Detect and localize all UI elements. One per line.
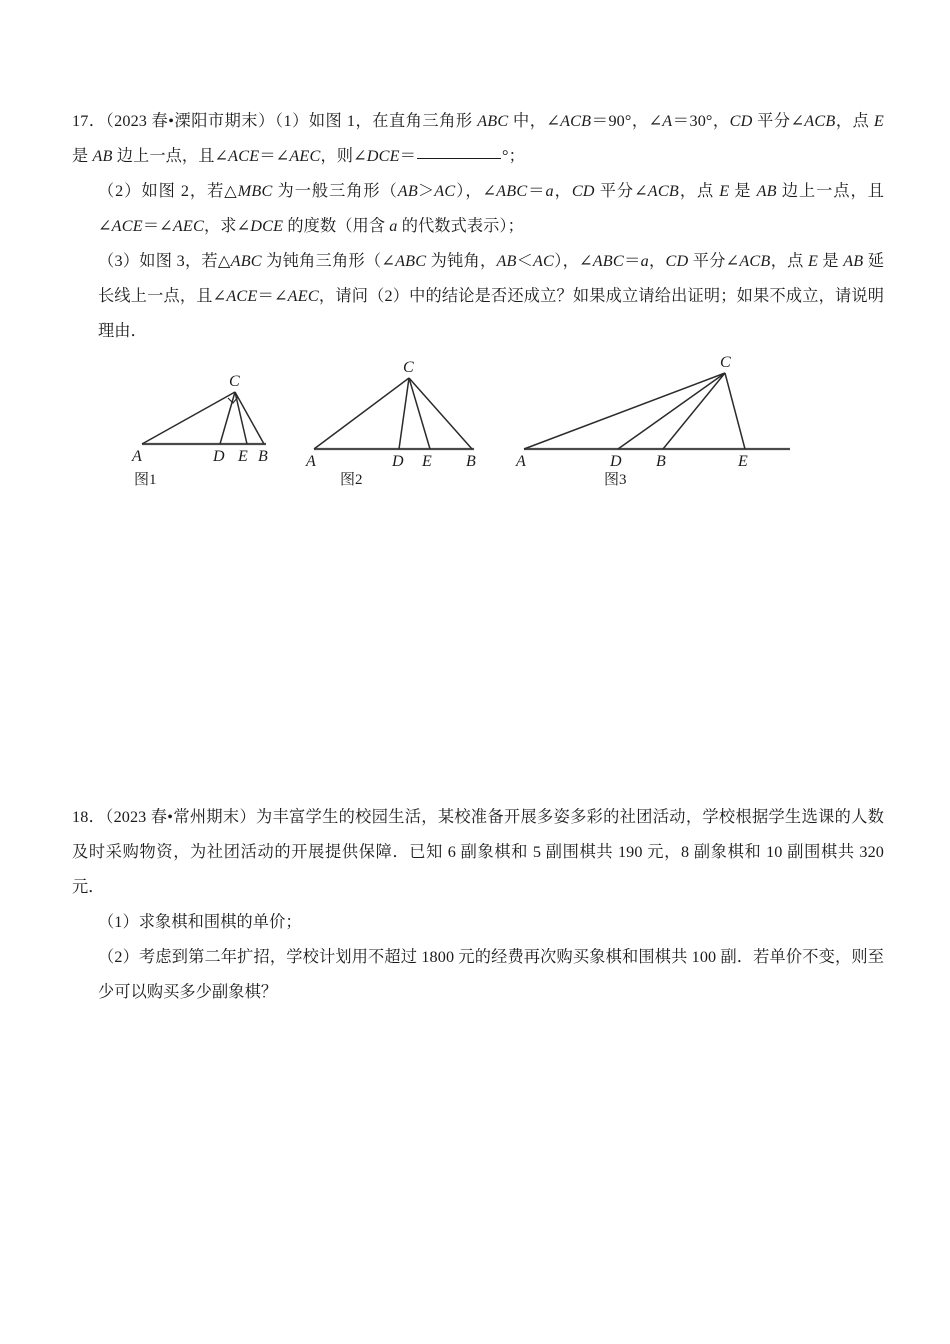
segment-cd-3: CD (665, 252, 689, 270)
text-expression-tail: 的代数式表示）； (397, 217, 524, 235)
text-bisects-2: 平分∠ (594, 182, 648, 200)
problem-18-stem: 18．（2023 春•常州期末）为丰富学生的校园生活，某校准备开展多姿多彩的社团活动，学校根据学生选课的人数及时采购物资，为社团活动的开展提供保障．已知 6 副象棋和 5 副围棋共 190 元，8 副象棋和 10 副围棋共 320 元． (72, 808, 884, 896)
problem-18-part-1: （1）求象棋和围棋的单价； (98, 913, 302, 931)
figure-3-caption: 图3 (604, 472, 627, 488)
triangle-mbc: MBC (237, 182, 273, 200)
text-obtuse-triangle: 为钝角三角形（∠ (261, 252, 396, 270)
value-90: ＝90°，∠ (591, 112, 663, 130)
figure-2-segment-ce (409, 378, 430, 449)
figure-1-drawing (92, 348, 292, 466)
equals-2: ＝ (399, 147, 417, 165)
comma-2: ， (648, 252, 666, 270)
figure-1-caption: 图1 (134, 472, 157, 488)
angle-aec-1: AEC (289, 147, 321, 165)
angle-a-1: A (662, 112, 673, 130)
figure-3-label-d: D (610, 453, 622, 466)
segment-ac-1: AC (434, 182, 456, 200)
angle-aec-2: AEC (172, 217, 204, 235)
problem-17-intro: 17．（2023 春•溧阳市期末）（1）如图 1，在直角三角形 (72, 112, 478, 130)
figure-3-label-e: E (738, 453, 748, 466)
figure-1-label-d: D (213, 448, 225, 465)
point-e-2: E (719, 182, 730, 200)
problem-18-part-2: （2）考虑到第二年扩招，学校计划用不超过 1800 元的经费再次购买象棋和围棋共 100 副．若单价不变，则至少可以购买多少副象棋？ (98, 948, 884, 1001)
figure-1-label-a: A (132, 448, 142, 465)
text-general-triangle: 为一般三角形（ (272, 182, 398, 200)
figure-2-segment-cb (409, 378, 472, 449)
answer-blank-17-1[interactable] (417, 158, 501, 159)
text-degree-of: 的度数（用含 (283, 217, 390, 235)
angle-abc-3: ABC (592, 252, 624, 270)
degree-semicolon-1: °； (502, 147, 525, 165)
text-is-obtuse: 为钝角， (426, 252, 497, 270)
segment-ac-2: AC (532, 252, 555, 270)
figure-1 (92, 348, 292, 490)
value-30: ＝30°， (672, 112, 730, 130)
greater-than-1: ＞ (417, 182, 435, 200)
point-e-1: E (873, 112, 885, 130)
text-find-1: ，求∠ (204, 217, 251, 235)
problem-17-part-2 (72, 174, 884, 244)
problem-17 (72, 104, 884, 349)
text-angle-open-2: ），∠ (455, 182, 497, 200)
figure-2 (294, 348, 499, 490)
figure-3-label-a: A (516, 453, 526, 466)
angle-ace-3: ACE (226, 287, 258, 305)
angle-acb-3: ACB (647, 182, 679, 200)
problem-17-part-1 (72, 104, 884, 174)
figure-2-caption: 图2 (340, 472, 363, 488)
equals-3: ＝ (527, 182, 546, 200)
problem-18 (72, 800, 884, 1010)
figure-1-label-e: E (238, 448, 248, 465)
text-point-3: ，点 (770, 252, 808, 270)
angle-ace-1: ACE (228, 147, 260, 165)
text-extension-line: 延长线上一点，且∠ (98, 252, 885, 305)
text-fig2-intro: （2）如图 2，若△ (98, 182, 238, 200)
figure-2-label-b: B (466, 453, 476, 466)
figure-2-segment-cd (399, 378, 409, 449)
segment-ab-4: AB (496, 252, 517, 270)
variable-a-3: a (640, 252, 649, 270)
less-than-1: ＜ (516, 252, 533, 270)
angle-abc-2: ABC (395, 252, 427, 270)
variable-a-1: a (545, 182, 554, 200)
variable-a-2: a (389, 217, 398, 235)
angle-ace-2: ACE (111, 217, 143, 235)
figure-3-segment-ce (725, 373, 745, 449)
segment-ab-1: AB (92, 147, 113, 165)
figure-3-drawing (504, 348, 804, 466)
angle-acb-1: ACB (560, 112, 592, 130)
figure-1-label-b: B (258, 448, 268, 465)
figure-2-label-a: A (306, 453, 316, 466)
figure-1-segment-ac (142, 392, 235, 444)
text-is-2: 是 (729, 182, 757, 200)
text-zhong: 中，∠ (508, 112, 561, 130)
figure-2-label-c: C (403, 359, 414, 376)
figure-1-segment-cb (235, 392, 264, 444)
figure-3-label-c: C (720, 354, 731, 371)
segment-cd-2: CD (571, 182, 595, 200)
figures-row (72, 348, 884, 508)
angle-dce-2: DCE (250, 217, 284, 235)
point-e-3: E (807, 252, 819, 270)
angle-abc-1: ABC (496, 182, 528, 200)
figure-3-label-b: B (656, 453, 666, 466)
text-on-side-2: 边上一点，且∠ (98, 182, 884, 235)
figure-2-label-d: D (392, 453, 404, 466)
equals-1: ＝∠ (259, 147, 290, 165)
equals-6: ＝∠ (257, 287, 288, 305)
text-point-2: ，点 (678, 182, 720, 200)
label-abc-1: ABC (477, 112, 509, 130)
text-fig3-intro: （3）如图 3，若△ (98, 252, 231, 270)
segment-ab-3: AB (756, 182, 777, 200)
segment-cd-1: CD (729, 112, 753, 130)
figure-2-label-e: E (422, 453, 432, 466)
triangle-abc-2: ABC (230, 252, 262, 270)
text-point-1: ，点 (835, 112, 874, 130)
figure-1-label-c: C (229, 373, 240, 390)
text-is-3: 是 (818, 252, 844, 270)
comma-1: ， (553, 182, 572, 200)
angle-acb-4: ACB (739, 252, 771, 270)
equals-4: ＝∠ (142, 217, 173, 235)
text-on-side-1: 边上一点，且∠ (112, 147, 229, 165)
angle-dce-1: DCE (366, 147, 400, 165)
angle-aec-3: AEC (287, 287, 319, 305)
figure-1-segment-ce (235, 392, 247, 444)
segment-ab-5: AB (843, 252, 864, 270)
text-angle-open-3: ），∠ (554, 252, 593, 270)
problem-17-part-3 (72, 244, 884, 349)
segment-ab-2: AB (397, 182, 418, 200)
text-question-tail: ，请问（2）中的结论是否还成立？如果成立请给出证明；如果不成立，请说明理由． (98, 287, 885, 340)
angle-acb-2: ACB (804, 112, 836, 130)
figure-2-drawing (294, 348, 499, 466)
figure-3 (504, 348, 804, 490)
text-is-1: 是 (72, 147, 93, 165)
equals-5: ＝ (623, 252, 641, 270)
text-then-1: ，则∠ (320, 147, 367, 165)
text-bisects-1: 平分∠ (752, 112, 805, 130)
text-bisects-3: 平分∠ (688, 252, 740, 270)
figure-2-segment-ac (314, 378, 409, 449)
